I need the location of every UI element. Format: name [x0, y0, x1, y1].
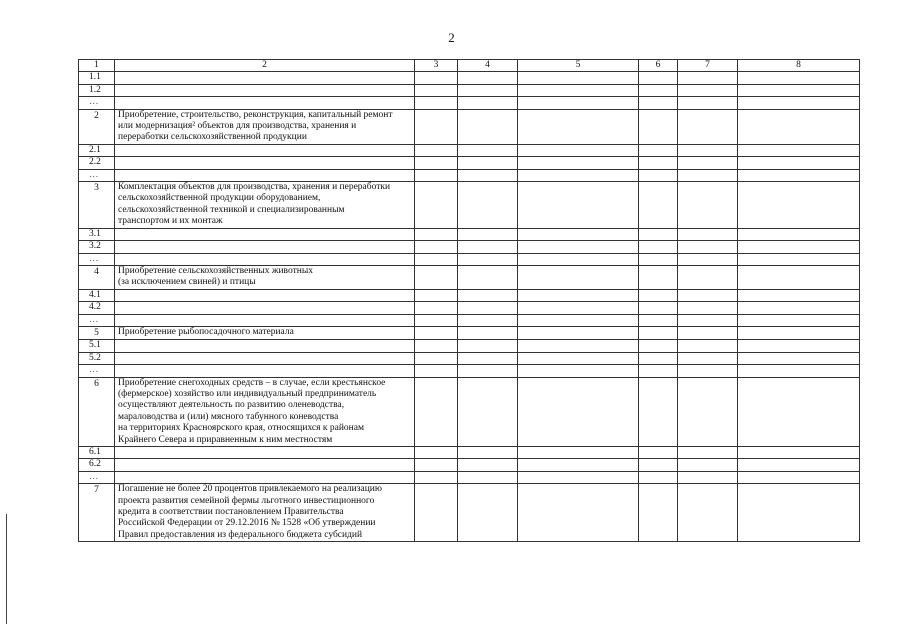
description-cell	[115, 241, 415, 253]
empty-cell	[518, 459, 639, 471]
description-cell: Приобретение снегоходных средств – в случае, если крестьянское (фермерское) хозяйство или индивидуальный предприниматель осуществляют деятельность по развитию оленеводства, мараловодства и (или) мясного табунного коневодства на территориях Красноярского края, относящихся к районам Крайнего Севера и приравненным к ним местностям	[115, 377, 415, 446]
empty-cell	[458, 326, 518, 339]
empty-cell	[518, 484, 639, 542]
description-cell	[115, 302, 415, 314]
empty-cell	[415, 253, 458, 265]
table-row	[79, 352, 860, 364]
row-number-cell: 3	[79, 182, 115, 229]
empty-cell	[678, 365, 738, 377]
empty-cell	[639, 84, 678, 96]
empty-cell	[458, 144, 518, 156]
empty-cell	[678, 377, 738, 446]
empty-cell	[678, 265, 738, 289]
ellipsis-row	[79, 365, 860, 377]
empty-cell	[639, 241, 678, 253]
empty-cell	[639, 109, 678, 144]
ellipsis-row	[79, 97, 860, 109]
empty-cell	[518, 340, 639, 352]
description-cell	[115, 471, 415, 483]
empty-cell	[639, 314, 678, 326]
empty-cell	[518, 144, 639, 156]
row-number-cell: 7	[79, 484, 115, 542]
table-row	[79, 157, 860, 169]
description-cell	[115, 157, 415, 169]
empty-cell	[458, 265, 518, 289]
empty-cell	[738, 253, 860, 265]
empty-cell	[415, 265, 458, 289]
section-row	[79, 484, 860, 542]
row-number-cell: …	[79, 169, 115, 181]
empty-cell	[415, 241, 458, 253]
row-number-cell: 4.1	[79, 289, 115, 301]
empty-cell	[518, 241, 639, 253]
description-cell	[115, 352, 415, 364]
empty-cell	[458, 289, 518, 301]
empty-cell	[415, 97, 458, 109]
empty-cell	[738, 97, 860, 109]
empty-cell	[518, 109, 639, 144]
row-number-cell: …	[79, 471, 115, 483]
empty-cell	[639, 72, 678, 84]
empty-cell	[738, 471, 860, 483]
empty-cell	[415, 314, 458, 326]
empty-cell	[678, 72, 738, 84]
empty-cell	[415, 72, 458, 84]
empty-cell	[639, 326, 678, 339]
empty-cell	[678, 289, 738, 301]
empty-cell	[639, 144, 678, 156]
row-number-cell: 1.1	[79, 72, 115, 84]
row-number-cell: 2.1	[79, 144, 115, 156]
empty-cell	[518, 157, 639, 169]
table-row	[79, 459, 860, 471]
empty-cell	[518, 365, 639, 377]
empty-cell	[458, 97, 518, 109]
description-cell	[115, 72, 415, 84]
column-header-row	[79, 60, 860, 72]
empty-cell	[518, 97, 639, 109]
empty-cell	[678, 182, 738, 229]
empty-cell	[415, 352, 458, 364]
empty-cell	[458, 365, 518, 377]
row-number-cell: 2	[79, 109, 115, 144]
empty-cell	[738, 182, 860, 229]
row-number-cell: …	[79, 314, 115, 326]
table-row	[79, 447, 860, 459]
empty-cell	[458, 447, 518, 459]
column-header: 3	[415, 60, 458, 72]
empty-cell	[639, 484, 678, 542]
table-body	[79, 60, 860, 542]
empty-cell	[738, 377, 860, 446]
empty-cell	[415, 484, 458, 542]
empty-cell	[415, 144, 458, 156]
ellipsis-row	[79, 471, 860, 483]
empty-cell	[518, 471, 639, 483]
empty-cell	[639, 365, 678, 377]
empty-cell	[415, 365, 458, 377]
empty-cell	[458, 377, 518, 446]
empty-cell	[518, 228, 639, 240]
empty-cell	[518, 265, 639, 289]
ellipsis-row	[79, 169, 860, 181]
table-row	[79, 289, 860, 301]
empty-cell	[415, 471, 458, 483]
description-cell: Комплектация объектов для производства, хранения и переработки сельскохозяйственной продукции оборудованием, сельскохозяйственной техникой и специализированным транспортом и их монтаж	[115, 182, 415, 229]
empty-cell	[458, 228, 518, 240]
empty-cell	[738, 326, 860, 339]
empty-cell	[639, 289, 678, 301]
empty-cell	[415, 459, 458, 471]
empty-cell	[738, 447, 860, 459]
empty-cell	[738, 144, 860, 156]
row-number-cell: 4.2	[79, 302, 115, 314]
empty-cell	[738, 72, 860, 84]
empty-cell	[678, 326, 738, 339]
empty-cell	[415, 182, 458, 229]
empty-cell	[639, 459, 678, 471]
row-number-cell: 3.1	[79, 228, 115, 240]
table-row	[79, 228, 860, 240]
empty-cell	[639, 265, 678, 289]
empty-cell	[415, 157, 458, 169]
empty-cell	[738, 352, 860, 364]
description-cell: Погашение не более 20 процентов привлекаемого на реализацию проекта развития семейной фермы льготного инвестиционного кредита в соответствии постановлением Правительства Российской Федерации от 29.12.2016 № 1528 «Об утверждении Правил предоставления из федерального бюджета субсидий	[115, 484, 415, 542]
row-number-cell: 5.2	[79, 352, 115, 364]
empty-cell	[458, 340, 518, 352]
table-row	[79, 340, 860, 352]
empty-cell	[518, 182, 639, 229]
empty-cell	[518, 326, 639, 339]
row-number-cell: 3.2	[79, 241, 115, 253]
empty-cell	[415, 377, 458, 446]
empty-cell	[678, 228, 738, 240]
description-cell: Приобретение, строительство, реконструкция, капитальный ремонт или модернизация² объектов для производства, хранения и переработки сельскохозяйственной продукции	[115, 109, 415, 144]
empty-cell	[678, 484, 738, 542]
empty-cell	[738, 228, 860, 240]
empty-cell	[639, 340, 678, 352]
empty-cell	[458, 484, 518, 542]
row-number-cell: 6	[79, 377, 115, 446]
empty-cell	[639, 302, 678, 314]
empty-cell	[415, 326, 458, 339]
ellipsis-row	[79, 314, 860, 326]
empty-cell	[738, 314, 860, 326]
empty-cell	[518, 377, 639, 446]
page-number: 2	[448, 30, 455, 45]
empty-cell	[639, 253, 678, 265]
column-header: 8	[738, 60, 860, 72]
empty-cell	[458, 241, 518, 253]
row-number-cell: 2.2	[79, 157, 115, 169]
empty-cell	[458, 109, 518, 144]
empty-cell	[738, 109, 860, 144]
empty-cell	[518, 352, 639, 364]
description-cell	[115, 314, 415, 326]
empty-cell	[639, 352, 678, 364]
column-header: 4	[458, 60, 518, 72]
empty-cell	[738, 289, 860, 301]
empty-cell	[639, 182, 678, 229]
empty-cell	[639, 97, 678, 109]
empty-cell	[458, 182, 518, 229]
empty-cell	[678, 302, 738, 314]
description-cell	[115, 340, 415, 352]
empty-cell	[518, 169, 639, 181]
table-row	[79, 84, 860, 96]
description-cell	[115, 84, 415, 96]
column-header: 1	[79, 60, 115, 72]
empty-cell	[738, 241, 860, 253]
empty-cell	[678, 97, 738, 109]
empty-cell	[458, 253, 518, 265]
empty-cell	[678, 109, 738, 144]
section-row	[79, 326, 860, 339]
empty-cell	[738, 302, 860, 314]
row-number-cell: 1.2	[79, 84, 115, 96]
empty-cell	[738, 340, 860, 352]
description-cell	[115, 144, 415, 156]
empty-cell	[738, 365, 860, 377]
empty-cell	[518, 289, 639, 301]
empty-cell	[678, 241, 738, 253]
empty-cell	[458, 471, 518, 483]
description-cell	[115, 365, 415, 377]
empty-cell	[678, 340, 738, 352]
description-cell	[115, 447, 415, 459]
empty-cell	[518, 314, 639, 326]
table-row	[79, 241, 860, 253]
empty-cell	[639, 169, 678, 181]
row-number-cell: …	[79, 253, 115, 265]
empty-cell	[458, 314, 518, 326]
empty-cell	[415, 447, 458, 459]
margin-rule	[6, 514, 7, 624]
row-number-cell: 5.1	[79, 340, 115, 352]
empty-cell	[518, 84, 639, 96]
empty-cell	[518, 302, 639, 314]
empty-cell	[678, 447, 738, 459]
table-row	[79, 302, 860, 314]
column-header: 2	[115, 60, 415, 72]
empty-cell	[458, 157, 518, 169]
empty-cell	[639, 228, 678, 240]
table-row	[79, 144, 860, 156]
empty-cell	[415, 169, 458, 181]
empty-cell	[458, 352, 518, 364]
section-row	[79, 182, 860, 229]
empty-cell	[738, 459, 860, 471]
empty-cell	[639, 447, 678, 459]
empty-cell	[415, 302, 458, 314]
empty-cell	[458, 302, 518, 314]
empty-cell	[639, 377, 678, 446]
empty-cell	[678, 459, 738, 471]
empty-cell	[678, 352, 738, 364]
description-cell	[115, 169, 415, 181]
empty-cell	[678, 471, 738, 483]
empty-cell	[415, 84, 458, 96]
empty-cell	[678, 84, 738, 96]
empty-cell	[518, 253, 639, 265]
description-cell	[115, 253, 415, 265]
empty-cell	[738, 84, 860, 96]
empty-cell	[518, 447, 639, 459]
column-header: 7	[678, 60, 738, 72]
empty-cell	[678, 253, 738, 265]
empty-cell	[415, 340, 458, 352]
description-cell: Приобретение сельскохозяйственных животных (за исключением свиней) и птицы	[115, 265, 415, 289]
description-cell	[115, 289, 415, 301]
empty-cell	[415, 289, 458, 301]
empty-cell	[639, 471, 678, 483]
column-header: 5	[518, 60, 639, 72]
empty-cell	[678, 169, 738, 181]
row-number-cell: 6.1	[79, 447, 115, 459]
table-row	[79, 72, 860, 84]
row-number-cell: …	[79, 365, 115, 377]
empty-cell	[738, 265, 860, 289]
section-row	[79, 109, 860, 144]
row-number-cell: 4	[79, 265, 115, 289]
description-cell	[115, 97, 415, 109]
empty-cell	[518, 72, 639, 84]
section-row	[79, 265, 860, 289]
description-cell: Приобретение рыбопосадочного материала	[115, 326, 415, 339]
empty-cell	[458, 72, 518, 84]
section-row	[79, 377, 860, 446]
empty-cell	[678, 157, 738, 169]
empty-cell	[458, 84, 518, 96]
description-cell	[115, 228, 415, 240]
empty-cell	[738, 484, 860, 542]
empty-cell	[678, 144, 738, 156]
empty-cell	[415, 228, 458, 240]
description-cell	[115, 459, 415, 471]
empty-cell	[458, 169, 518, 181]
empty-cell	[678, 314, 738, 326]
row-number-cell: 5	[79, 326, 115, 339]
column-header: 6	[639, 60, 678, 72]
data-table	[78, 59, 860, 542]
empty-cell	[458, 459, 518, 471]
empty-cell	[738, 157, 860, 169]
row-number-cell: 6.2	[79, 459, 115, 471]
empty-cell	[415, 109, 458, 144]
empty-cell	[639, 157, 678, 169]
empty-cell	[738, 169, 860, 181]
row-number-cell: …	[79, 97, 115, 109]
ellipsis-row	[79, 253, 860, 265]
